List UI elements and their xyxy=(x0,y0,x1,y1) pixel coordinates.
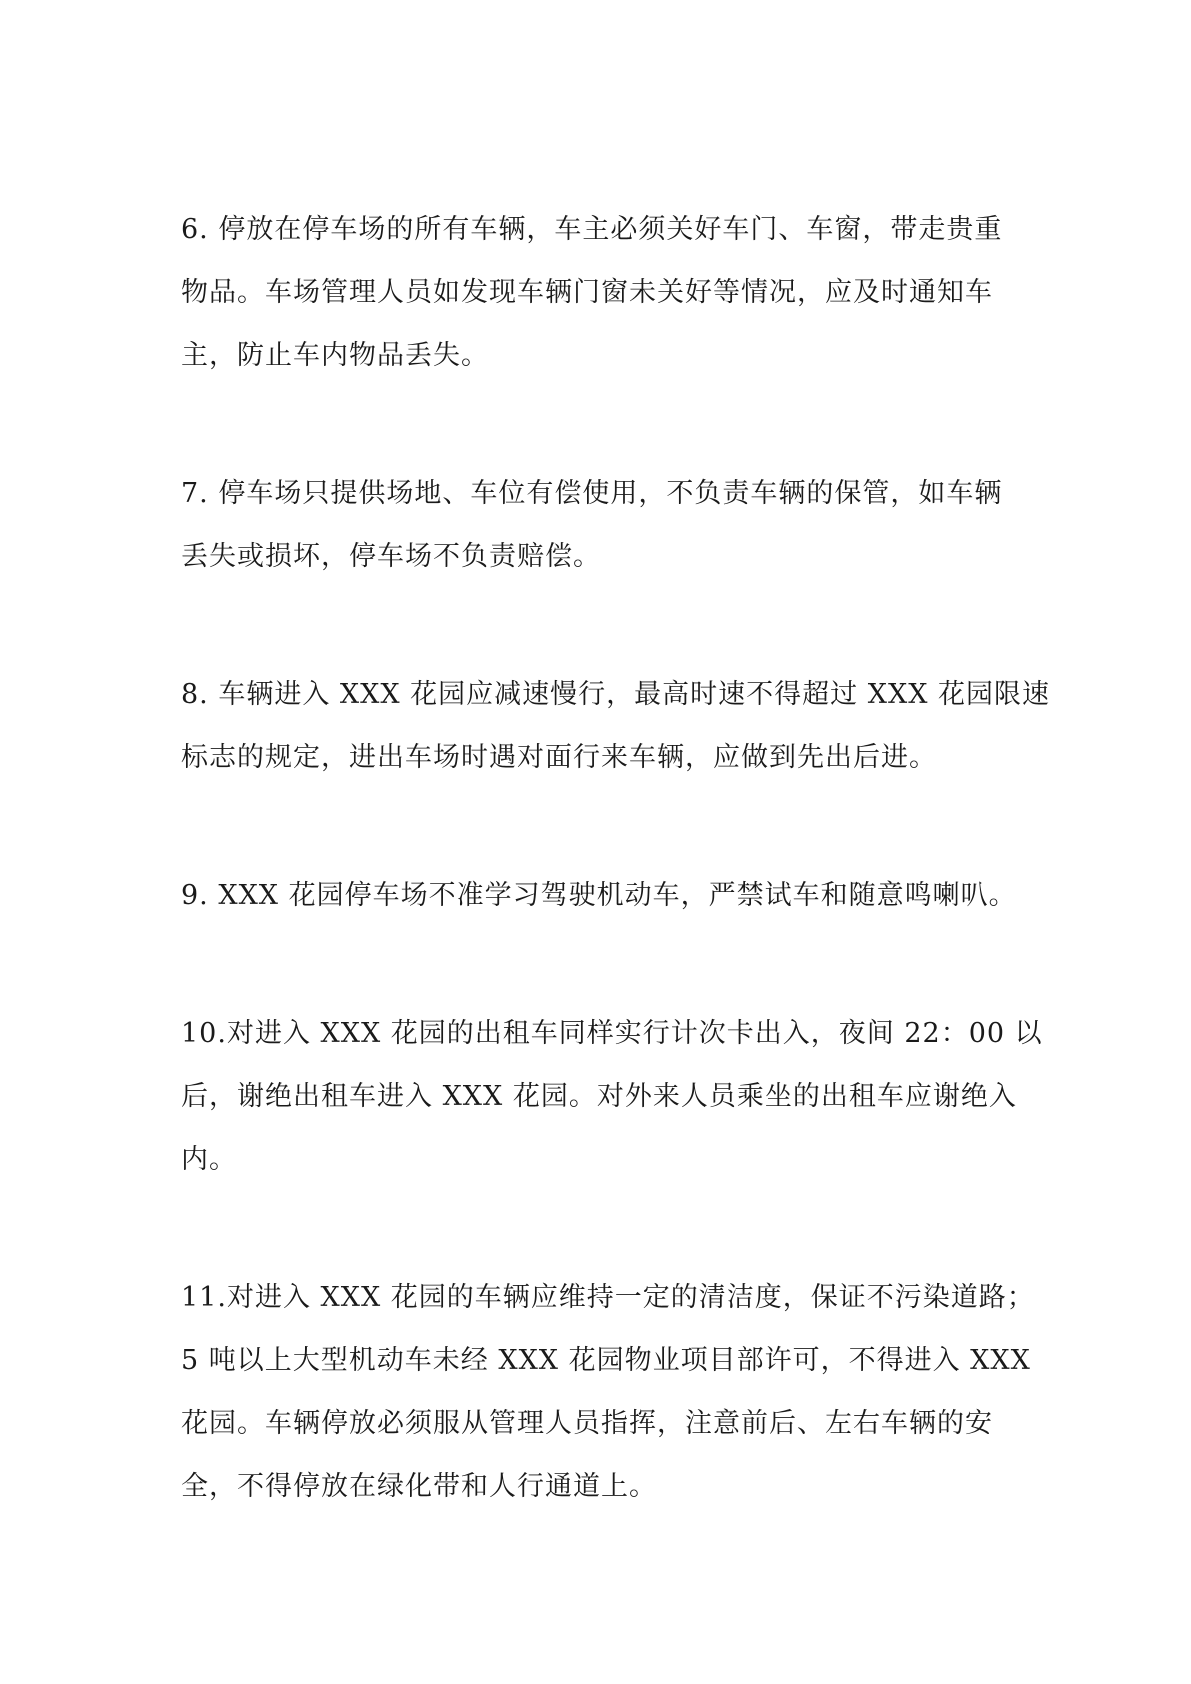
clause-line: 后，谢绝出租车进入 XXX 花园。对外来人员乘坐的出租车应谢绝入 xyxy=(181,1081,1017,1112)
clause-line: 标志的规定，进出车场时遇对面行来车辆，应做到先出后进。 xyxy=(181,742,937,773)
clause-line: 主，防止车内物品丢失。 xyxy=(181,340,489,371)
clause-6 xyxy=(181,198,1019,387)
clause-7 xyxy=(181,462,1019,588)
clause-line: 11.对进入 XXX 花园的车辆应维持一定的清洁度，保证不污染道路； xyxy=(181,1282,1035,1313)
clause-line: 物品。车场管理人员如发现车辆门窗未关好等情况，应及时通知车 xyxy=(181,277,993,308)
clause-line: 7. 停车场只提供场地、车位有偿使用，不负责车辆的保管，如车辆 xyxy=(181,478,1003,509)
clause-line: 8. 车辆进入 XXX 花园应减速慢行，最高时速不得超过 XXX 花园限速 xyxy=(181,679,1051,710)
document-body xyxy=(181,198,1051,1593)
clause-11 xyxy=(181,1266,1035,1518)
clause-8 xyxy=(181,663,1051,789)
clause-10 xyxy=(181,1002,1043,1191)
clause-line: 内。 xyxy=(181,1144,237,1175)
clause-line: 9. XXX 花园停车场不准学习驾驶机动车，严禁试车和随意鸣喇叭。 xyxy=(181,880,1017,911)
clause-9 xyxy=(181,864,1019,927)
clause-line: 10.对进入 XXX 花园的出租车同样实行计次卡出入，夜间 22：00 以 xyxy=(181,1018,1043,1049)
clause-line: 6. 停放在停车场的所有车辆，车主必须关好车门、车窗，带走贵重 xyxy=(181,214,1003,245)
clause-line: 丢失或损坏，停车场不负责赔偿。 xyxy=(181,541,601,572)
clause-line: 5 吨以上大型机动车未经 XXX 花园物业项目部许可，不得进入 XXX xyxy=(181,1345,1031,1376)
clause-line: 花园。车辆停放必须服从管理人员指挥，注意前后、左右车辆的安 xyxy=(181,1408,993,1439)
clause-line: 全，不得停放在绿化带和人行通道上。 xyxy=(181,1471,657,1502)
